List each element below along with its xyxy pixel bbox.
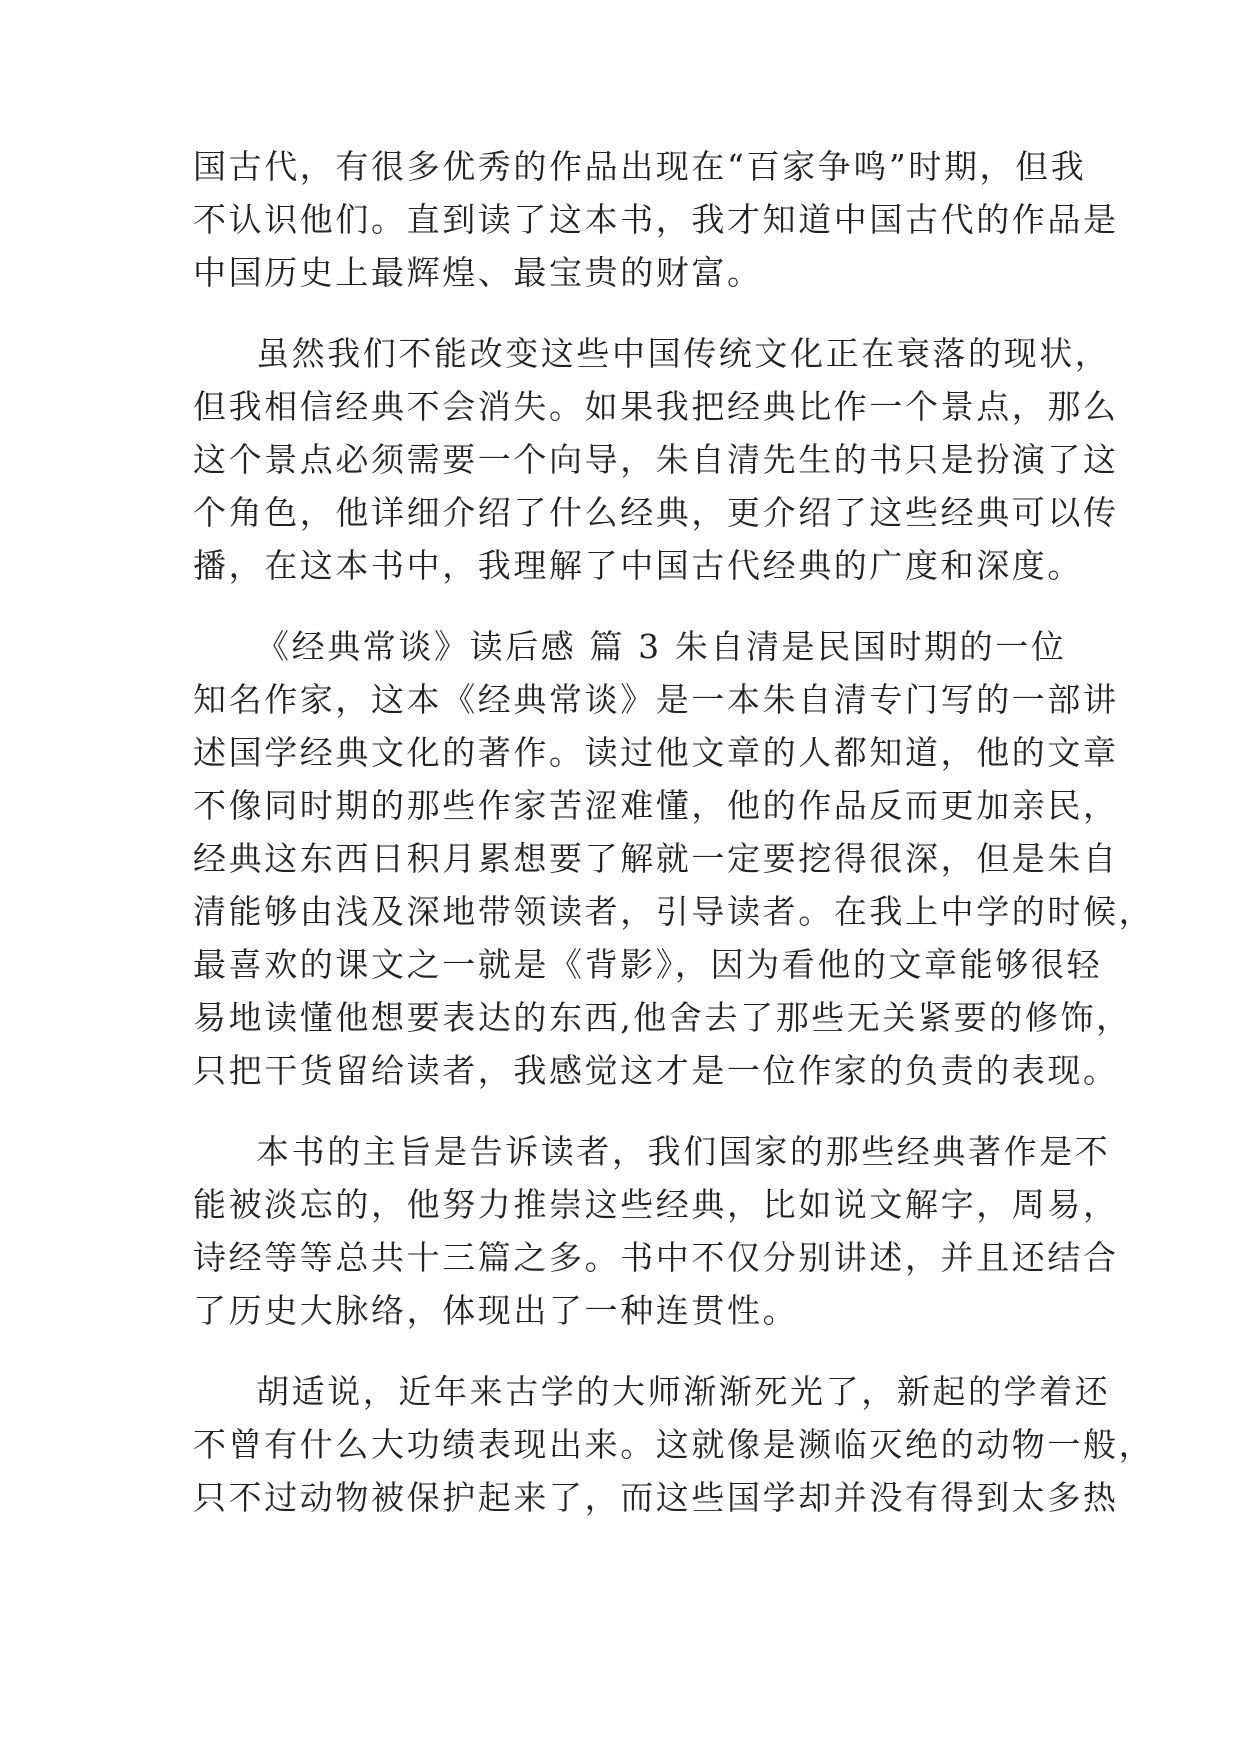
- text-line: 经典这东西日积月累想要了解就一定要挖得很深，但是朱自: [193, 839, 1119, 878]
- text-line: 这个景点必须需要一个向导，朱自清先生的书只是扮演了这: [193, 440, 1119, 479]
- text-line: 虽然我们不能改变这些中国传统文化正在衰落的现状，: [256, 334, 1111, 373]
- text-line: 了历史大脉络，体现出了一种连贯性。: [193, 1291, 799, 1330]
- text-line: 个角色，他详细介绍了什么经典，更介绍了这些经典可以传: [193, 493, 1119, 532]
- text-line: 只把干货留给读者，我感觉这才是一位作家的负责的表现。: [193, 1051, 1119, 1090]
- text-line: 播，在这本书中，我理解了中国古代经典的广度和深度。: [193, 546, 1083, 585]
- text-line: 最喜欢的课文之一就是《背影》，因为看他的文章能够很轻: [193, 945, 1103, 984]
- text-line: 本书的主旨是告诉读者，我们国家的那些经典著作是不: [256, 1132, 1111, 1171]
- text-line: 不像同时期的那些作家苦涩难懂，他的作品反而更加亲民，: [193, 786, 1119, 825]
- text-line: 能被淡忘的，他努力推崇这些经典，比如说文解字，周易，: [193, 1185, 1119, 1224]
- text-line: 诗经等等总共十三篇之多。书中不仅分别讲述，并且还结合: [193, 1238, 1119, 1277]
- text-line: 中国历史上最辉煌、最宝贵的财富。: [193, 253, 763, 292]
- text-line: 不认识他们。直到读了这本书，我才知道中国古代的作品是: [193, 200, 1119, 239]
- text-line: 胡适说，近年来古学的大师渐渐死光了，新起的学着还: [256, 1372, 1111, 1411]
- text-line: 述国学经典文化的著作。读过他文章的人都知道，他的文章: [193, 733, 1119, 772]
- text-line: 知名作家，这本《经典常谈》是一本朱自清专门写的一部讲: [193, 680, 1119, 719]
- text-line: 但我相信经典不会消失。如果我把经典比作一个景点，那么: [193, 387, 1119, 426]
- text-line: 清能够由浅及深地带领读者，引导读者。在我上中学的时候，: [193, 892, 1155, 931]
- text-line: 易地读懂他想要表达的东西,他舍去了那些无关紧要的修饰，: [193, 998, 1132, 1037]
- text-line: 只不过动物被保护起来了，而这些国学却并没有得到太多热: [193, 1478, 1119, 1517]
- text-line: 《经典常谈》读后感 篇 3 朱自清是民国时期的一位: [256, 627, 1067, 666]
- text-line: 不曾有什么大功绩表现出来。这就像是濒临灭绝的动物一般，: [193, 1425, 1155, 1464]
- text-line: 国古代，有很多优秀的作品出现在“百家争鸣”时期，但我: [193, 147, 1087, 186]
